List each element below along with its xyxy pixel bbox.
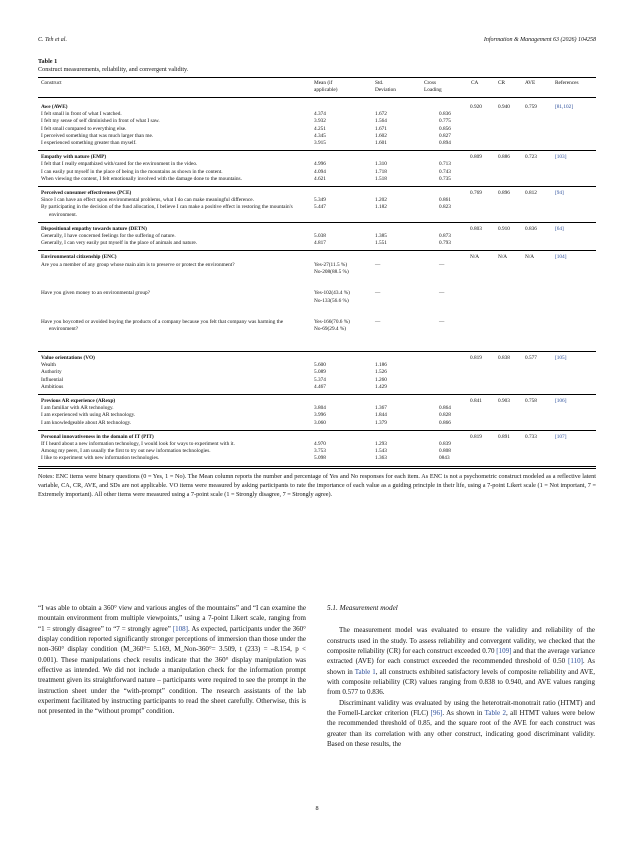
item-mean: 5.349: [314, 197, 326, 204]
item-std-deviation: 1.672: [375, 111, 387, 118]
item-text: I like to experiment with new information technologies.: [41, 455, 160, 462]
item-cross-loading: —: [439, 261, 445, 268]
item-std-deviation: 1.293: [375, 441, 387, 447]
cr-value: 0.891: [498, 433, 510, 440]
col-header-cr: CR: [498, 80, 506, 86]
item-cross-loading: 0.861: [439, 197, 451, 204]
item-mean: 4.374: [314, 111, 326, 118]
item-text: I felt my sense of self diminished in front of what I saw.: [41, 118, 160, 125]
item-text: Have you boycotted or avoided buying the products of a company because you felt that company was harming the environment?: [41, 319, 284, 333]
running-header: [38, 37, 596, 47]
page-number: 8: [315, 805, 319, 812]
item-cross-loading: 0.864: [439, 405, 451, 412]
table-notes: Notes: ENC items were binary questions (0 = Yes, 1 = No). The Mean column reports the number and percentage of Yes and No responses for each item. As ENC is not a psychometric construct modeled as a reflective latent variable, CA, CR, AVE, and SDs are not applicable. VO items were measured by asking participants to rate the importance of each value as a guiding principle in their life, using a 7-point Likert scale (1 = Not important, 7 = Extremely important). All other items were measured using a 7-point scale (1 = Strongly disagree, 7 = Strongly agree).: [38, 472, 596, 498]
item-cross-loading: 0.894: [439, 140, 451, 146]
table-title: Table 1: [38, 58, 58, 65]
item-mean: 4.251: [314, 125, 326, 132]
item-std-deviation: 1.518: [375, 175, 387, 182]
item-mean: 3.060: [314, 419, 326, 426]
item-text: I can easily put myself in the place of being in the mountains as shown in the content.: [41, 168, 223, 175]
construct-name: Perceived consumer effectiveness (PCE): [41, 190, 132, 196]
col-header-ca: CA: [471, 80, 479, 86]
col-header-mean: Mean (if applicable): [314, 80, 338, 94]
right-paragraph-1: The measurement model was evaluated to ensure the validity and reliability of the constructs used in the study. To assess reliability and convergent validity, we checked that the composite reliability (CR) for each construct exceeded 0.70 [109] and that the average variance extracted (AVE) for each construct exceeded the recommended threshold of 0.50 [110]. As shown in Table 1, all constructs exhibited satisfactory levels of composite reliability and AVE, with composite reliability (CR) values ranging from 0.838 to 0.940, and AVE values ranging from 0.577 to 0.836.: [327, 626, 595, 697]
item-text: Have you given money to an environmental group?: [41, 290, 150, 297]
item-mean: Yes-166(70.6 %) No-69(29.4 %): [314, 319, 350, 333]
item-text: Generally, I can very easily put myself in the place of animals and nature.: [41, 240, 198, 247]
item-text: I felt small compared to everything else.: [41, 125, 127, 132]
group-separator-rule: [38, 394, 596, 395]
item-cross-loading: —: [439, 319, 445, 326]
construct-name: Previous AR experience (ARexp): [41, 398, 116, 404]
item-std-deviation: 1.385: [375, 233, 387, 239]
left-paragraph: “I was able to obtain a 360° view and various angles of the mountains” and “I can examine the mountain environment from multiple viewpoints,” using a 7-point Likert scale, ranging from “1 = strongly disagree” to “7 = strongly agree” [108]. As expected, participants under the 360° display condition reported significantly stronger perceptions of immersion than those under the non-360° display condition (M_360°= 5.169, M_Non-360°= 3.509, t (233) = –8.154, p < 0.001). These manipulations check results indicate that the 360° display manipulation was effective as intended. We did not include a manipulation check for the information prompt treatment given its straightforward nature – participants were required to see the prompt in the instruction sheet under the “with-prompt” condition. The research assistants of the lab experiment facilitated by instructing participants to read the sheet carefully. Otherwise, this is not presented in the “without prompt” condition.: [38, 604, 306, 716]
section-heading: 5.1. Measurement model: [327, 604, 398, 612]
item-text: I perceived something that was much larger than me.: [41, 132, 154, 139]
group-separator-rule: [38, 430, 596, 431]
table-link[interactable]: Table 2: [484, 709, 506, 718]
item-cross-loading: 0.793: [439, 240, 451, 247]
item-cross-loading: 0.775: [439, 118, 451, 125]
item-cross-loading: 0843: [439, 455, 450, 462]
reference-link[interactable]: [107]: [555, 433, 567, 440]
ave-value: 0.812: [525, 190, 537, 196]
item-text: Among my peers, I am usually the first to try out new information technologies.: [41, 448, 211, 455]
group-separator-rule: [38, 351, 596, 352]
citation-link[interactable]: [109]: [496, 647, 512, 656]
cr-value: 0.886: [498, 154, 510, 161]
item-std-deviation: 1.202: [375, 197, 387, 204]
right-paragraph-2: Discriminant validity was evaluated by using the heterotrait-monotrait ratio (HTMT) and the Fornell-Larcker criterion (FLC) [96]. As shown in Table 2, all HTMT values were below the recommended threshold of 0.85, and the square root of the AVE for each construct was greater than its correlation with any other construct, indicating good discriminant validity. Based on these results, the: [327, 698, 595, 749]
item-cross-loading: 0.827: [439, 132, 451, 139]
item-std-deviation: 1.186: [375, 362, 387, 369]
item-text: I am familiar with AR technology.: [41, 405, 114, 412]
item-text: I felt small in front of what I watched.: [41, 111, 122, 118]
ca-value: 0.809: [470, 154, 482, 161]
item-std-deviation: 1.429: [375, 383, 387, 390]
citation-link[interactable]: [110]: [568, 657, 583, 666]
item-text: I experienced something greater than myself.: [41, 140, 137, 146]
item-std-deviation: 1.543: [375, 448, 387, 455]
item-mean: 4.094: [314, 168, 326, 175]
item-std-deviation: 1.526: [375, 369, 387, 376]
item-cross-loading: 0.735: [439, 175, 451, 182]
reference-link[interactable]: [103]: [555, 154, 567, 161]
item-text: I am knowledgeable about AR technology.: [41, 419, 132, 426]
citation-link[interactable]: [108]: [172, 624, 188, 633]
construct-name: Environmental citizenship (ENC): [41, 254, 117, 261]
construct-name: Value orientations (VO): [41, 355, 95, 361]
item-std-deviation: 1.363: [375, 455, 387, 462]
right-text-column: [327, 603, 595, 749]
ave-value: 0.759: [525, 104, 537, 110]
item-mean: 5.089: [314, 369, 326, 376]
construct-name: Personal innovativeness in the domain of IT (PIT): [41, 433, 154, 440]
item-std-deviation: 1.718: [375, 168, 387, 175]
cr-value: N/A: [498, 254, 508, 261]
item-std-deviation: —: [375, 290, 381, 297]
cr-value: 0.896: [498, 190, 510, 196]
item-std-deviation: 1.551: [375, 240, 387, 247]
item-std-deviation: 1.564: [375, 118, 387, 125]
item-cross-loading: 0.828: [439, 412, 451, 419]
item-text: By participating in the decision of the fund allocation, I believe I can make a positive effect in restoring the mountain's environment.: [41, 204, 293, 218]
item-std-deviation: 1.844: [375, 412, 387, 419]
item-mean: 3.996: [314, 412, 326, 419]
item-cross-loading: 0.856: [439, 125, 451, 132]
header-authors: C. Teh et al.: [38, 37, 67, 43]
table-bottom-rule: [38, 468, 596, 469]
item-mean: 3.753: [314, 448, 326, 455]
item-mean: 4.817: [314, 240, 326, 247]
item-mean: Yes-102(43.4 %) No-133(56.6 %): [314, 290, 350, 304]
item-mean: 5.447: [314, 204, 326, 211]
item-mean: 5.038: [314, 233, 326, 239]
item-text: Ambitious: [41, 383, 64, 390]
item-cross-loading: 0.823: [439, 204, 451, 211]
item-text: Wealth: [41, 362, 56, 369]
ave-value: 0.577: [525, 355, 537, 361]
col-header-loading: Cross Loading: [424, 80, 442, 94]
item-text: I am experienced with using AR technology.: [41, 412, 136, 419]
item-std-deviation: 1.260: [375, 376, 387, 383]
item-std-deviation: 1.310: [375, 161, 387, 168]
item-std-deviation: 1.367: [375, 405, 387, 412]
col-header-construct: Construct: [41, 80, 62, 86]
group-separator-rule: [38, 222, 596, 223]
item-std-deviation: 1.671: [375, 125, 387, 132]
cr-value: 0.940: [498, 104, 510, 110]
group-separator-rule: [38, 466, 596, 467]
group-separator-rule: [38, 150, 596, 151]
item-mean: 4.996: [314, 161, 326, 168]
item-std-deviation: 1.602: [375, 132, 387, 139]
ca-value: 0.819: [470, 355, 482, 361]
reference-link[interactable]: [81,102]: [555, 104, 574, 110]
ca-value: 0.841: [470, 398, 482, 404]
ca-value: N/A: [470, 254, 480, 261]
item-cross-loading: 0.743: [439, 168, 451, 175]
cr-value: 0.903: [498, 398, 510, 404]
col-header-references: References: [555, 80, 579, 86]
item-cross-loading: 0.713: [439, 161, 451, 168]
construct-name: Awe (AWE): [41, 104, 68, 110]
item-mean: 4.345: [314, 132, 326, 139]
construct-name: Dispositional empathy towards nature (DETN): [41, 225, 147, 232]
reference-link[interactable]: [106]: [555, 398, 567, 404]
construct-name: Empathy with nature (EMP): [41, 154, 107, 161]
reference-link[interactable]: [105]: [555, 355, 567, 361]
ave-value: N/A: [525, 254, 535, 261]
item-mean: Yes-27(11.5 %) No-208(88.5 %): [314, 261, 349, 275]
ave-value: 0.836: [525, 225, 537, 232]
item-mean: 4.621: [314, 175, 326, 182]
ave-value: 0.758: [525, 398, 537, 404]
table-caption: Construct measurements, reliability, and convergent validity.: [38, 66, 189, 73]
table-link[interactable]: Table 1: [354, 667, 376, 676]
ave-value: 0.723: [525, 154, 537, 161]
ca-value: 0.803: [470, 225, 482, 232]
left-text-column: [38, 603, 306, 717]
reference-link[interactable]: [64]: [555, 225, 564, 232]
item-text: I felt that I really empathized with/cared for the environment in the video.: [41, 161, 198, 168]
group-separator-rule: [38, 186, 596, 187]
group-separator-rule: [38, 250, 596, 251]
item-mean: 3.804: [314, 405, 326, 412]
item-text: Are you a member of any group whose main aim is to preserve or protect the environment?: [41, 261, 235, 268]
cr-value: 0.838: [498, 355, 510, 361]
item-std-deviation: 1.601: [375, 140, 387, 146]
item-cross-loading: 0.873: [439, 233, 451, 239]
item-mean: 5.098: [314, 455, 326, 462]
cr-value: 0.910: [498, 225, 510, 232]
reference-link[interactable]: [104]: [555, 254, 567, 261]
item-cross-loading: 0.866: [439, 419, 451, 426]
item-text: Authority: [41, 369, 62, 376]
item-mean: 4.467: [314, 383, 326, 390]
ca-value: 0.819: [470, 433, 482, 440]
item-std-deviation: —: [375, 261, 381, 268]
reference-link[interactable]: [94]: [555, 190, 564, 196]
item-text: If I heard about a new information technology, I would look for ways to experiment with it.: [41, 441, 235, 447]
ave-value: 0.733: [525, 433, 537, 440]
item-mean: 4.970: [314, 441, 326, 447]
ca-value: 0.920: [470, 104, 482, 110]
item-mean: 5.374: [314, 376, 326, 383]
col-header-std: Std. Deviation: [375, 80, 396, 94]
item-std-deviation: 1.379: [375, 419, 387, 426]
citation-link[interactable]: [96]: [430, 709, 443, 718]
item-cross-loading: —: [439, 290, 445, 297]
item-mean: 3.915: [314, 140, 326, 146]
item-cross-loading: 0.839: [439, 441, 451, 447]
item-mean: 3.932: [314, 118, 326, 125]
construct-table: [38, 77, 596, 470]
table-top-rule: [38, 77, 596, 78]
table-header-rule: [38, 97, 596, 98]
item-cross-loading: 0.836: [439, 111, 451, 118]
item-text: Influential: [41, 376, 64, 383]
item-std-deviation: 1.182: [375, 204, 387, 211]
item-cross-loading: 0.808: [439, 448, 451, 455]
item-std-deviation: —: [375, 319, 381, 326]
ca-value: 0.769: [470, 190, 482, 196]
col-header-ave: AVE: [525, 80, 536, 86]
item-text: Since I can have an effect upon environmental problems, what I do can make meaningful difference.: [41, 197, 254, 204]
header-journal: Information & Management 63 (2026) 104258: [483, 37, 596, 43]
item-text: When viewing the content, I felt emotionally involved with the damage done to the mountains.: [41, 175, 242, 182]
item-text: Generally, I have concerned feelings for the suffering of nature.: [41, 233, 176, 239]
item-mean: 5.600: [314, 362, 326, 369]
